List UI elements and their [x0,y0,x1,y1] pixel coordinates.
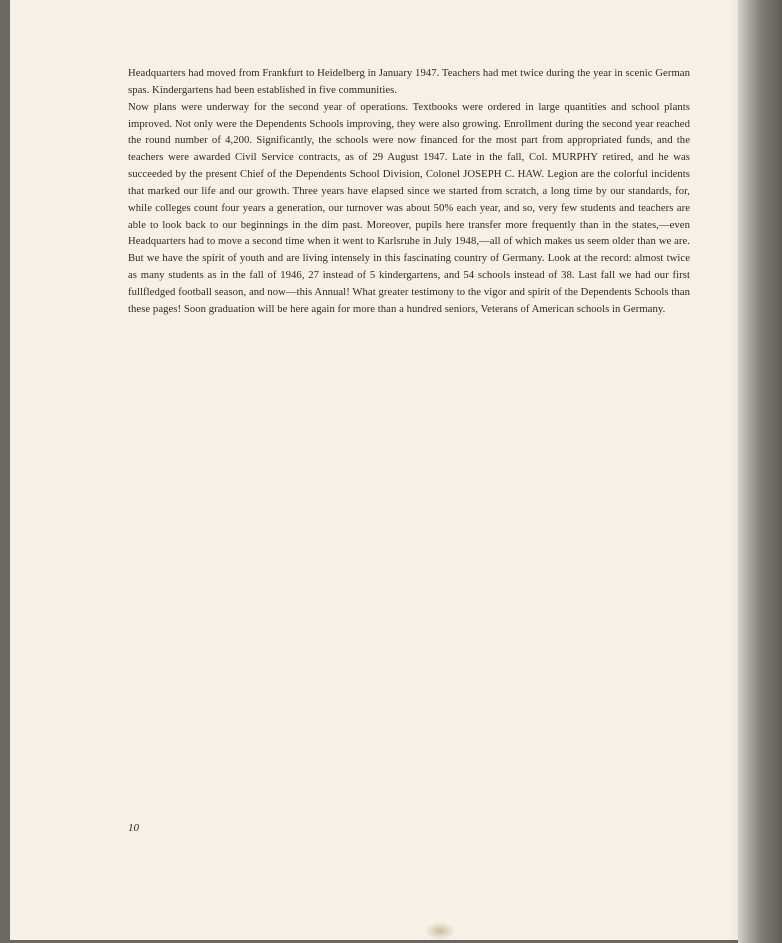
paragraph-1: Headquarters had moved from Frankfurt to Heidelberg in January 1947. Teachers had met twice during the year in scenic German spas. Kindergartens had been established in five communities. [128,67,690,96]
page-number: 10 [128,822,139,834]
adjacent-page-edge [738,0,782,943]
paper-stain [425,922,455,940]
body-paragraph [128,65,690,318]
paragraph-2: Now plans were underway for the second year of operations. Textbooks were ordered in large quantities and school plants improved. Not only were the Dependents Schools improving, they were also growing. Enrollment during the second year reached the round number of 4,200. Significantly, the schools were now financed for the most part from appropriated funds, and the teachers were awarded Civil Service contracts, as of 29 August 1947. Late in the fall, Col. MURPHY retired, and he was succeeded by the present Chief of the Dependents School Division, Colonel JOSEPH C. HAW. Legion are the colorful incidents that marked our life and our growth. Three years have elapsed since we started from scratch, a long time by our standards, for, while colleges count four years a generation, our turnover was about 50% each year, and so, very few students and teachers are able to look back to our beginnings in the dim past. Moreover, pupils here transfer more frequently than in the states,—even Headquarters had to move a second time when it went to Karlsruhe in July 1948,—all of which makes us seem older than we are. But we have the spirit of youth and are living intensely in this fascinating country of Germany. Look at the record: almost twice as many students as in the fall of 1946, 27 instead of 5 kindergartens, and 54 schools instead of 38. Last fall we had our first fullfledged football season, and now—this Annual! What greater testimony to the vigor and spirit of the Dependents Schools than these pages! Soon graduation will be here again for more than a hundred seniors, Veterans of American schools in Germany. [128,100,690,315]
